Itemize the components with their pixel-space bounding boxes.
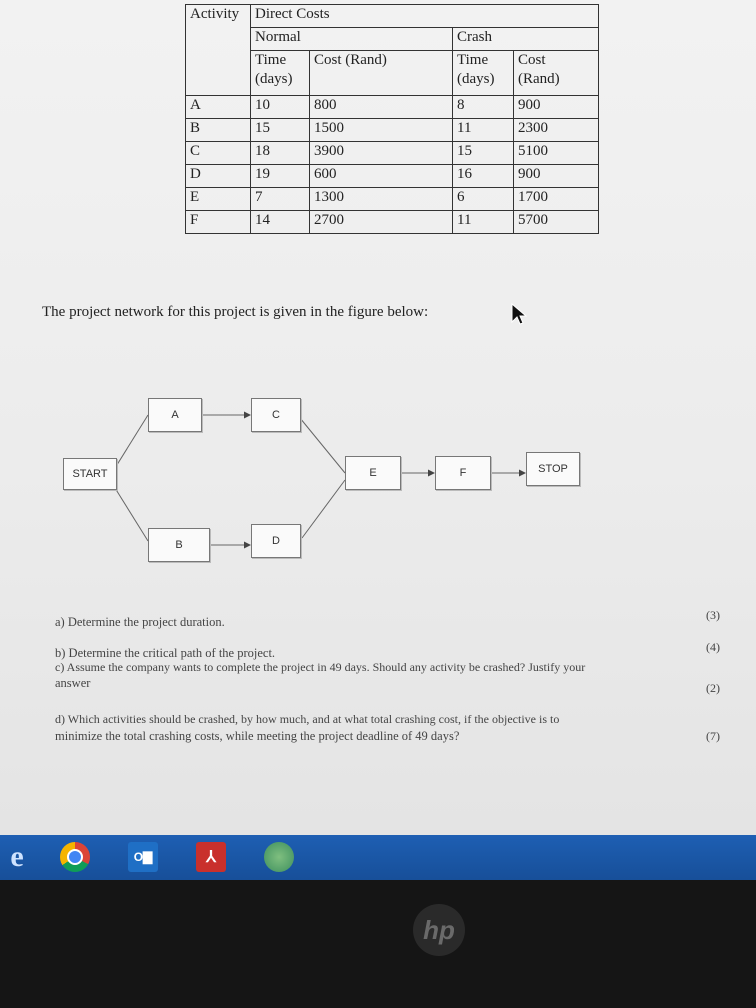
marks-d: (7) xyxy=(706,729,720,743)
cell-normal-time: 14 xyxy=(251,210,310,233)
cell-normal-time: 10 xyxy=(251,95,310,118)
cell-activity: C xyxy=(186,141,251,164)
marks-c: (2) xyxy=(706,681,720,695)
header-normal-cost: Cost (Rand) xyxy=(310,51,453,96)
cell-crash-time: 11 xyxy=(453,210,514,233)
table-row xyxy=(186,141,599,164)
mouse-pointer-icon xyxy=(511,303,527,325)
table-row xyxy=(186,164,599,187)
cell-activity: E xyxy=(186,187,251,210)
node-start: START xyxy=(63,458,117,490)
cell-crash-time: 6 xyxy=(453,187,514,210)
cell-normal-cost: 2700 xyxy=(310,210,453,233)
table-row xyxy=(186,187,599,210)
outlook-icon[interactable]: O▇ xyxy=(128,842,158,872)
laptop-bezel xyxy=(0,880,756,1008)
question-b: b) Determine the critical path of the project. xyxy=(55,646,276,660)
edge-icon[interactable]: e xyxy=(10,840,24,873)
cell-activity: A xyxy=(186,95,251,118)
edge-start-a xyxy=(115,415,148,468)
node-stop: STOP xyxy=(526,452,580,486)
cell-normal-cost: 1300 xyxy=(310,187,453,210)
cell-crash-cost: 2300 xyxy=(514,118,599,141)
marks-b: (4) xyxy=(706,640,720,654)
header-activity: Activity xyxy=(186,5,251,96)
cell-normal-time: 7 xyxy=(251,187,310,210)
node-a: A xyxy=(148,398,202,432)
cell-crash-time: 15 xyxy=(453,141,514,164)
header-normal-time: Time (days) xyxy=(251,51,310,96)
header-crash-time: Time (days) xyxy=(453,51,514,96)
cell-normal-time: 15 xyxy=(251,118,310,141)
project-network-diagram xyxy=(55,388,595,578)
node-e: E xyxy=(345,456,401,490)
edge-c-e xyxy=(300,418,345,473)
cell-normal-cost: 600 xyxy=(310,164,453,187)
hp-logo: hp xyxy=(413,904,465,956)
header-direct-costs: Direct Costs xyxy=(251,5,599,28)
acrobat-icon[interactable]: ⅄ xyxy=(196,842,226,872)
question-d-line1: d) Which activities should be crashed, by how much, and at what total crashing cost, if the objective is to xyxy=(55,712,560,726)
node-c: C xyxy=(251,398,301,432)
question-a: a) Determine the project duration. xyxy=(55,615,225,629)
taskbar xyxy=(0,835,756,880)
cell-crash-cost: 5700 xyxy=(514,210,599,233)
edge-start-b xyxy=(115,488,148,541)
network-edges xyxy=(55,388,595,578)
table-header-row xyxy=(186,5,599,28)
cell-activity: B xyxy=(186,118,251,141)
cell-normal-cost: 1500 xyxy=(310,118,453,141)
intro-text: The project network for this project is given in the figure below: xyxy=(42,304,429,320)
cell-crash-cost: 1700 xyxy=(514,187,599,210)
header-crash-cost: Cost (Rand) xyxy=(514,51,599,96)
question-d-line2: minimize the total crashing costs, while meeting the project deadline of 49 days? xyxy=(55,729,460,743)
cell-crash-cost: 900 xyxy=(514,164,599,187)
cell-normal-time: 19 xyxy=(251,164,310,187)
header-normal: Normal xyxy=(251,28,453,51)
question-c-line1: c) Assume the company wants to complete the project in 49 days. Should any activity be crashed? Justify your xyxy=(55,660,586,674)
question-c-line2: answer xyxy=(55,676,91,690)
table-row xyxy=(186,95,599,118)
table-row xyxy=(186,118,599,141)
cell-normal-time: 18 xyxy=(251,141,310,164)
cell-crash-cost: 5100 xyxy=(514,141,599,164)
header-crash: Crash xyxy=(453,28,599,51)
cell-activity: F xyxy=(186,210,251,233)
node-f: F xyxy=(435,456,491,490)
cell-normal-cost: 3900 xyxy=(310,141,453,164)
cell-crash-time: 11 xyxy=(453,118,514,141)
marks-a: (3) xyxy=(706,608,720,622)
photos-icon[interactable] xyxy=(264,842,294,872)
cost-table xyxy=(185,4,599,234)
cell-crash-time: 8 xyxy=(453,95,514,118)
chrome-icon[interactable] xyxy=(60,842,90,872)
cell-crash-time: 16 xyxy=(453,164,514,187)
cell-activity: D xyxy=(186,164,251,187)
table-row xyxy=(186,210,599,233)
node-b: B xyxy=(148,528,210,562)
chrome-center xyxy=(67,849,83,865)
cell-crash-cost: 900 xyxy=(514,95,599,118)
cell-normal-cost: 800 xyxy=(310,95,453,118)
node-d: D xyxy=(251,524,301,558)
edge-d-e xyxy=(302,480,345,538)
